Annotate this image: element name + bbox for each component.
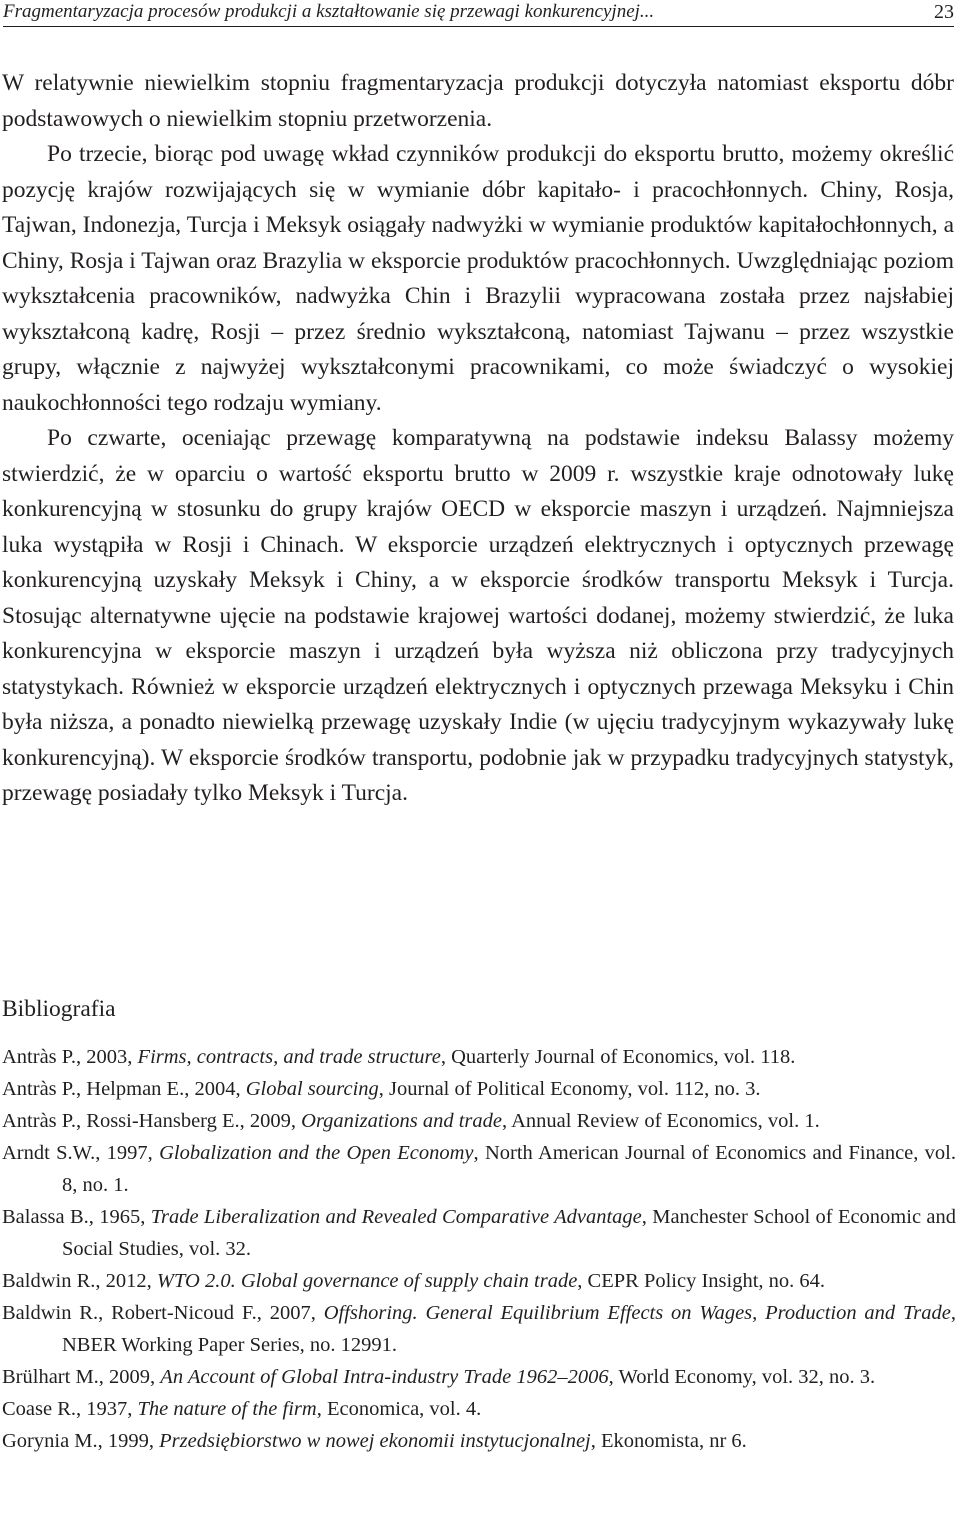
entry-author: Arndt S.W., 1997, [2,1142,160,1164]
entry-author: Coase R., 1937, [2,1398,138,1420]
entry-title: WTO 2.0. Global governance of supply chain trade [156,1270,578,1292]
entry-author: Baldwin R., 2012, [2,1270,157,1292]
bibliography-entry [2,1201,956,1265]
bibliography-entry [2,1425,956,1457]
entry-title: Trade Liberalization and Revealed Comparative Advantage [150,1206,642,1228]
paragraph: Po trzecie, biorąc pod uwagę wkład czynników produkcji do eksportu brutto, możemy określić pozycję krajów rozwijających się w wymianie dóbr kapitało- i pracochłonnych. Chiny, Rosja, Tajwan, Indonezja, Turcja i Meksyk osiągały nadwyżki w wymianie produktów kapitałochłonnych, a Chiny, Rosja i Tajwan oraz Brazylia w eksporcie produktów pracochłonnych. Uwzględniając poziom wykształcenia pracowników, nadwyżka Chin i Brazylii wypracowana została przez najsłabiej wykształconą kadrę, Rosji – przez średnio wykształconą, natomiast Tajwanu – przez wszystkie grupy, włącznie z najwyżej wykształconymi pracownikami, co może świadczyć o wysokiej naukochłonności tego rodzaju wymiany. [2,141,954,416]
entry-title: Global sourcing [245,1078,379,1100]
entry-title: Globalization and the Open Economy [159,1142,474,1164]
running-header [3,0,954,27]
bibliography-entry [2,1137,956,1201]
bibliography-heading: Bibliografia [2,996,116,1022]
bibliography-list [2,1041,956,1457]
entry-source: , Annual Review of Economics, vol. 1. [502,1110,820,1132]
entry-author: Antràs P., Rossi-Hansberg E., 2009, [2,1110,302,1132]
entry-source: , NBER Working Paper Series, no. 12991. [62,1302,956,1356]
entry-source: , Manchester School of Economic and Social Studies, vol. 32. [62,1206,957,1260]
entry-source: , Ekonomista, nr 6. [590,1430,747,1452]
bibliography-entry [2,1073,956,1105]
bibliography-entry [2,1265,956,1297]
bibliography-entry [2,1105,956,1137]
entry-source: , Journal of Political Economy, vol. 112, no. 3. [378,1078,761,1100]
entry-source: , CEPR Policy Insight, no. 64. [577,1270,826,1292]
entry-author: Brülhart M., 2009, [2,1366,161,1388]
entry-title: Organizations and trade [301,1110,502,1132]
page-number: 23 [934,1,954,23]
paragraph: Po czwarte, oceniając przewagę komparatywną na podstawie indeksu Balassy możemy stwierdzić, że w oparciu o wartość eksportu brutto w 2009 r. wszystkie kraje odnotowały lukę konkurencyjną w stosunku do grupy krajów OECD w eksporcie maszyn i urządzeń. Najmniejsza luka wystąpiła w Rosji i Chinach. W eksporcie urządzeń elektrycznych i optycznych przewagę konkurencyjną uzyskały Meksyk i Chiny, a w eksporcie środków transportu Meksyk i Turcja. Stosując alternatywne ujęcie na podstawie krajowej wartości dodanej, możemy stwierdzić, że luka konkurencyjna w eksporcie maszyn i urządzeń była wyższa niż obliczona przy tradycyjnych statystykach. Również w eksporcie urządzeń elektrycznych i optycznych przewaga Meksyku i Chin była niższa, a ponadto niewielką przewagę uzyskały Indie (w ujęciu tradycyjnym wykazywały lukę konkurencyjną). W eksporcie środków transportu, podobnie jak w przypadku tradycyjnych statystyk, przewagę posiadały tylko Meksyk i Turcja. [2,425,954,806]
entry-title: An Account of Global Intra-industry Trade 1962–2006 [160,1366,609,1388]
entry-source: , Quarterly Journal of Economics, vol. 118. [440,1046,796,1068]
entry-author: Balassa B., 1965, [2,1206,151,1228]
entry-title: Offshoring. General Equilibrium Effects on Wages, Production and Trade [323,1302,951,1324]
entry-source: , North American Journal of Economics and Finance, vol. 8, no. 1. [62,1142,957,1196]
entry-author: Antràs P., 2003, [2,1046,138,1068]
body-text [2,66,954,812]
entry-source: , Economica, vol. 4. [316,1398,482,1420]
entry-author: Baldwin R., Robert-Nicoud F., 2007, [2,1302,324,1324]
bibliography-entry [2,1297,956,1361]
bibliography-entry [2,1393,956,1425]
entry-title: The nature of the firm [137,1398,317,1420]
entry-author: Gorynia M., 1999, [2,1430,160,1452]
paragraph: W relatywnie niewielkim stopniu fragmentaryzacja produkcji dotyczyła natomiast eksportu dóbr podstawowych o niewielkim stopniu przetworzenia. [2,70,954,132]
entry-title: Firms, contracts, and trade structure [137,1046,441,1068]
bibliography-entry [2,1041,956,1073]
bibliography-entry [2,1361,956,1393]
entry-source: , World Economy, vol. 32, no. 3. [608,1366,876,1388]
entry-title: Przedsiębiorstwo w nowej ekonomii instytucjonalnej [159,1430,591,1452]
entry-author: Antràs P., Helpman E., 2004, [2,1078,246,1100]
running-title: Fragmentaryzacja procesów produkcji a kształtowanie się przewagi konkurencyjnej... [3,1,655,22]
